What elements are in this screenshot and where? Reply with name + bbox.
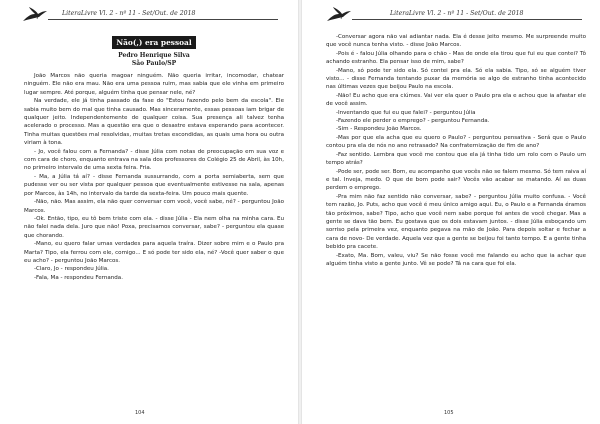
- bird-logo-icon: [326, 6, 352, 24]
- paragraph: -Mano, eu quero falar umas verdades para aquela traíra. Dizer sobre mim e o Paulo pra Marta? Tipo, ela ferrou com ele, comigo... E só pode ter sido ela, né? -Você quer saber o que eu acho? - perguntou João Marcos.: [24, 241, 284, 264]
- page-header: [22, 6, 286, 26]
- paragraph: Na verdade, ele já tinha passado da fase do "Estou fazendo pelo bem da escola". Ele sabia muito bem do mal que tinha causado. Mas sinceramente, essas pessoas iam brigar de qualquer jeito. Independentemente de qualquer coisa. Sua presença ali talvez tenha acelerado o processo. Mas a questão era que o desastre estava esperando para acontecer. Tinha muitas questões mal resolvidas, muitas tretas escondidas, as quais uma hora ou outra viriam à tona.: [24, 98, 284, 147]
- paragraph: -Fazendo ele perder o emprego? - perguntou Fernanda.: [336, 118, 490, 125]
- paragraph: -Fala, Ma - respondeu Fernanda.: [34, 274, 123, 281]
- paragraph: -Inventando que fui eu que falei? - perguntou Júlia: [336, 109, 476, 116]
- header-rule: [48, 19, 278, 20]
- paragraph: -Mano, só pode ter sido ela. Só contei pra ela. Só ela sabia. Tipo, só se alguém tiver visto... - disse Fernanda tentando puxar da memória se algo de estranho tinha acontecido nas últimas vezes que beijou Paulo na escola.: [326, 67, 586, 91]
- paragraph: -Pra mim não faz sentido não conversar, sabe? - perguntou Júlia muito confusa. - Você tem razão, Jo. Puts, acho que você é meu único amigo aqui. Eu, o Paulo e a Fernanda éramos tão próximos, sabe? Tipo, acho que você nem sabe porque foi antes de você chegar. Mas a gente se dava tão bem. Eu gostava que os dois estavam juntos. - disse Júlia esboçando um sorriso pela primeira vez, enquanto pegava na mão de João. Para depois soltar e fechar a cara de novo- De verdade. Aquela vez que a gente se beijou foi tanto tempo. E a gente tinha bebido pra cacete.: [326, 193, 586, 251]
- paragraph: -Pode ser, pode ser. Bom, eu acompanho que vocês não se falem mesmo. Só tem raiva aí e tal. Inveja, medo. O que de bom pode sair? Vocês vão acabar se matando. Aí as duas perdem o emprego.: [326, 168, 586, 192]
- right-page: [304, 0, 600, 424]
- paragraph: -Claro, Jo - respondeu Júlia.: [34, 266, 109, 273]
- header-rule: [352, 19, 582, 20]
- story-title: [24, 30, 284, 49]
- page-header: [326, 6, 590, 26]
- paragraph: -Pois é - falou Júlia olhando para o chão - Mas de onde ela tirou que fui eu que contei? Tô achando estranho. Ela pensar isso de mim, sabe?: [326, 50, 586, 66]
- paragraph: - Ma, a Júlia tá aí? - disse Fernanda sussurrando, com a porta semiaberta, sem que pudesse ver ou ser vista por qualquer pessoa que eventualmente estivesse na sala, apenas por Marcos, às 14h, no intervalo da tarde da sexta-feira. Um pouco mais quente.: [24, 173, 284, 197]
- paragraph: João Marcos não queria magoar ninguém. Não queria irritar, incomodar, chatear ninguém. Ele não era mau. Não era uma pessoa ruim, mas sabia que ele vinha em primeiro lugar sempre. Até porque, alguém tinha que pensar nele, né?: [24, 73, 284, 96]
- paragraph: -Conversar agora não vai adiantar nada. Ela é desse jeito mesmo. Me surpreende muito que você nunca tenha visto. - disse João Marcos.: [326, 34, 586, 49]
- bird-logo-icon: [22, 6, 48, 24]
- right-page-body: [326, 33, 586, 268]
- book-gutter: [298, 0, 302, 424]
- paragraph: - Jo, você falou com a Fernanda? - disse Júlia com notas de preocupação em sua voz e com cara de choro, enquanto entrava na sala dos professores do Colégio 25 de Abril, às 10h, no primeiro intervalo de uma sexta feira. Fria.: [24, 148, 284, 172]
- header-text: LiteraLivre Vl. 2 - nº 11 - Set/Out. de 2018: [62, 10, 196, 17]
- paragraph: -Sim - Respondeu João Marcos.: [336, 126, 422, 133]
- story-location: São Paulo/SP: [131, 60, 177, 67]
- header-text: LiteraLivre Vl. 2 - nº 11 - Set/Out. de 2018: [390, 10, 524, 17]
- paragraph: -Mas por que ela acha que eu quero o Paulo? - perguntou pensativa - Será que o Paulo contou pra ela de nós no ano retrasado? Na confraternização de fim de ano?: [326, 134, 586, 150]
- story-title-text: Não(,) era pessoal: [112, 36, 195, 49]
- paragraph: -Faz sentido. Lembra que você me contou que ela já tinha tido um rolo com o Paulo um tempo atrás?: [326, 151, 586, 167]
- paragraph: -Não, não. Mas assim, ela não quer conversar com você, você sabe, né? - perguntou João Marcos.: [24, 199, 284, 214]
- paragraph: -Ok. Então, tipo, eu tô bem triste com ela. - disse Júlia - Ela nem olha na minha cara. Eu não falei nada dela. Juro que não! Poxa, precisamos conversar, sabe? - perguntou ela quase que chorando.: [24, 215, 284, 239]
- paragraph: -Exato, Ma. Bom, valeu, viu? Se não fosse você me falando eu acho que ia achar que alguém tinha visto a gente junto. Vê se pode? Tá na cara que foi ela.: [326, 252, 586, 267]
- paragraph: -Não! Eu acho que era ciúmes. Vai ver ela quer o Paulo pra ela e achou que ia afastar ele de você assim.: [326, 92, 586, 108]
- page-number: 105: [444, 410, 454, 416]
- left-page: [0, 0, 296, 424]
- page-number: 104: [135, 410, 145, 416]
- left-page-body: [24, 26, 284, 282]
- story-author: Pedro Henrique Silva: [118, 52, 190, 59]
